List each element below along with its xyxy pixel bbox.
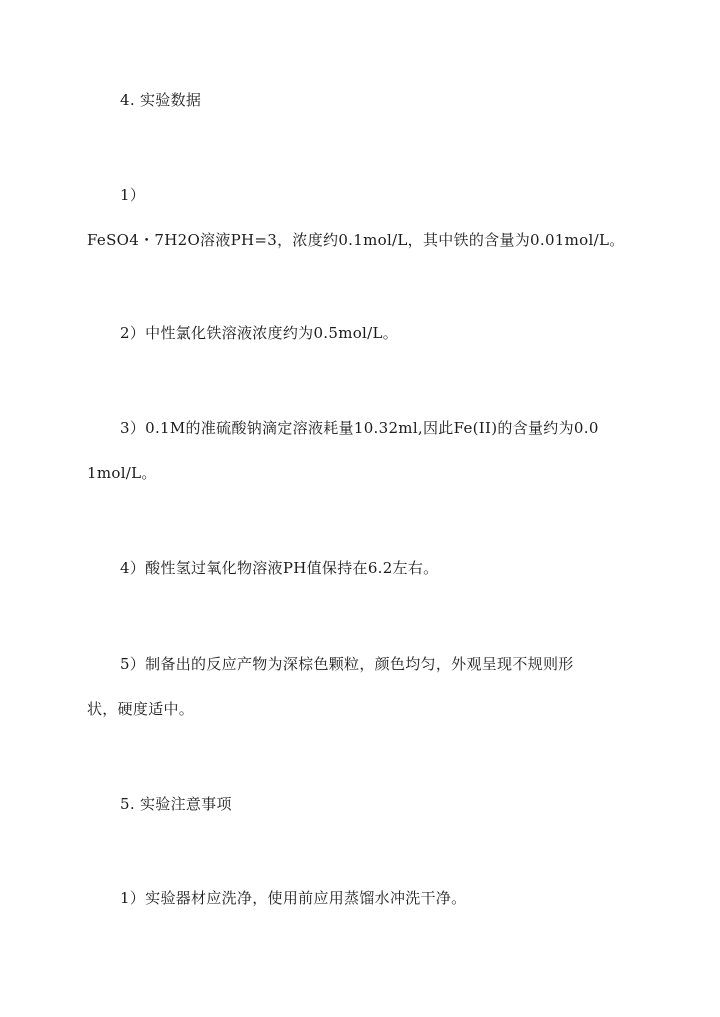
paragraph-text: 3）0.1M的准硫酸钠滴定溶液耗量10.32ml,因此Fe(II)的含量约为0.0 — [120, 419, 599, 437]
list-item-number: 1） — [120, 186, 146, 204]
section-heading-experiment-data: 4. 实验数据 — [120, 91, 202, 109]
paragraph-text: 2）中性氯化铁溶液浓度约为0.5mol/L。 — [120, 324, 399, 342]
paragraph-text-continuation: 状，硬度适中。 — [87, 700, 195, 718]
section-heading-precautions: 5. 实验注意事项 — [120, 795, 232, 813]
paragraph-text: FeSO4・7H2O溶液PH=3，浓度约0.1mol/L，其中铁的含量为0.01mol/L。 — [87, 231, 625, 249]
paragraph-text: 4）酸性氢过氧化物溶液PH值保持在6.2左右。 — [120, 559, 439, 577]
paragraph-text: 5）制备出的反应产物为深棕色颗粒，颜色均匀，外观呈现不规则形 — [120, 655, 574, 673]
paragraph-text-continuation: 1mol/L。 — [87, 464, 157, 482]
paragraph-text: 1）实验器材应洗净，使用前应用蒸馏水冲洗干净。 — [120, 889, 467, 907]
